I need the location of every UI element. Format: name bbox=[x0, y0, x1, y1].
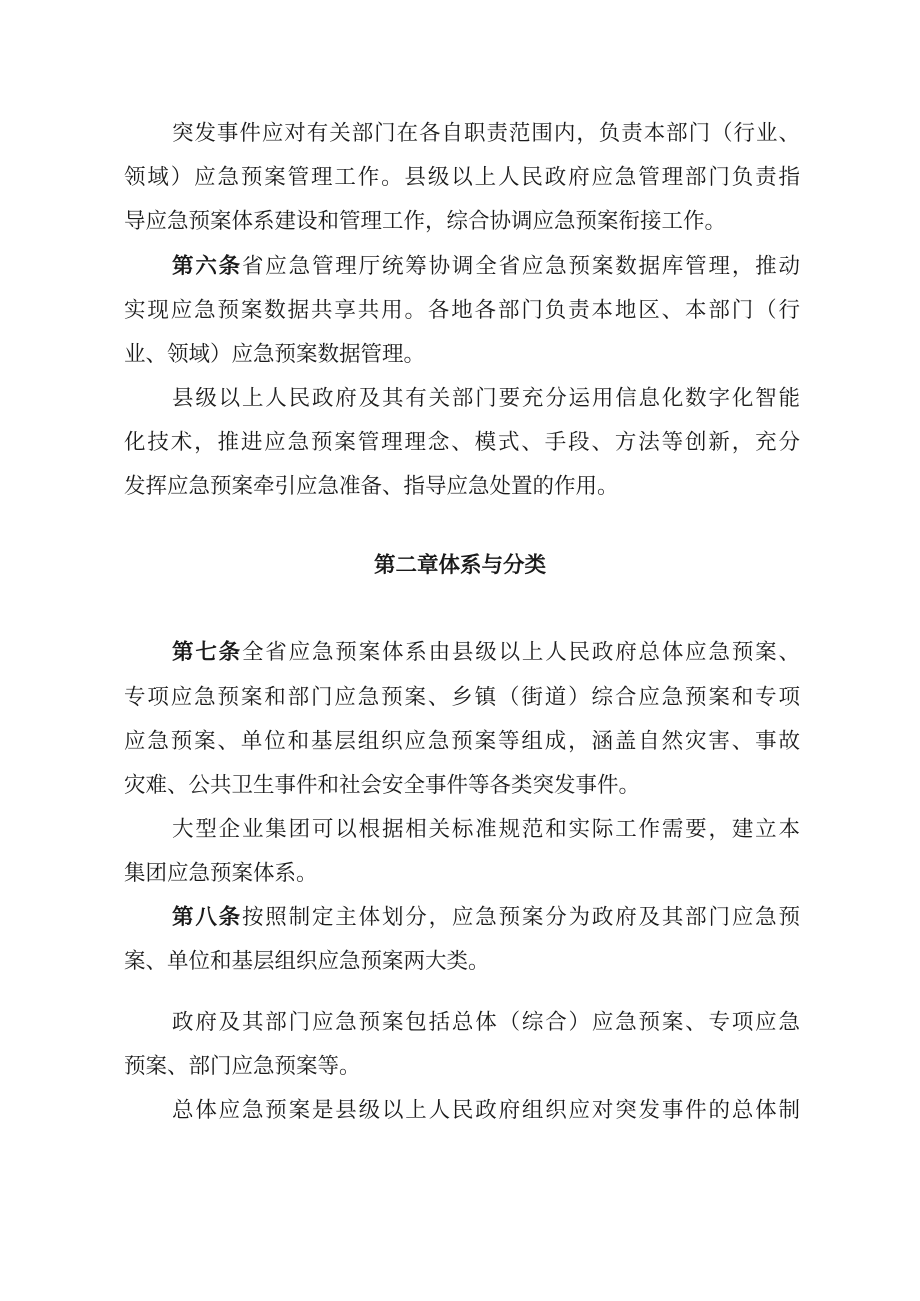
article-8-text: 按照制定主体划分，应急预案分为政府及其部门应急预 bbox=[241, 905, 800, 930]
article-7-line-4: 灾难、公共卫生事件和社会安全事件等各类突发事件。 bbox=[124, 773, 641, 798]
article-8-label: 第八条 bbox=[172, 905, 242, 930]
article-7-line-1 bbox=[172, 638, 800, 668]
paragraph-1-line-2: 领域）应急预案管理工作。县级以上人民政府应急管理部门负责指 bbox=[124, 165, 800, 190]
article-8-line-2: 案、单位和基层组织应急预案两大类。 bbox=[124, 949, 490, 974]
article-6-line-1 bbox=[172, 252, 800, 282]
paragraph-1-line-1: 突发事件应对有关部门在各自职责范围内，负责本部门（行业、 bbox=[172, 121, 800, 146]
enterprise-paragraph-line-2: 集团应急预案体系。 bbox=[124, 861, 318, 886]
article-6-line-2: 实现应急预案数据共享共用。各地各部门负责本地区、本部门（行 bbox=[124, 298, 800, 323]
article-7-text: 全省应急预案体系由县级以上人民政府总体应急预案、 bbox=[241, 640, 800, 665]
paragraph-3-line-3: 发挥应急预案牵引应急准备、指导应急处置的作用。 bbox=[124, 474, 619, 499]
article-8-line-1 bbox=[172, 903, 800, 933]
paragraph-3-line-1: 县级以上人民政府及其有关部门要充分运用信息化数字化智能 bbox=[172, 386, 800, 411]
overall-plan-line-1: 总体应急预案是县级以上人民政府组织应对突发事件的总体制 bbox=[172, 1098, 800, 1123]
article-7-line-2: 专项应急预案和部门应急预案、乡镇（街道）综合应急预案和专项 bbox=[124, 685, 800, 710]
article-6-label: 第六条 bbox=[172, 254, 242, 279]
chapter-title: 第二章体系与分类 bbox=[373, 553, 546, 578]
article-6-line-3: 业、领域）应急预案数据管理。 bbox=[124, 342, 426, 367]
paragraph-1-line-3: 导应急预案体系建设和管理工作，综合协调应急预案衔接工作。 bbox=[124, 209, 727, 234]
article-7-label: 第七条 bbox=[172, 640, 242, 665]
government-plans-line-2: 预案、部门应急预案等。 bbox=[124, 1054, 361, 1079]
enterprise-paragraph-line-1: 大型企业集团可以根据相关标准规范和实际工作需要，建立本 bbox=[172, 817, 800, 842]
government-plans-line-1: 政府及其部门应急预案包括总体（综合）应急预案、专项应急 bbox=[172, 1010, 800, 1035]
article-6-text: 省应急管理厅统筹协调全省应急预案数据库管理，推动 bbox=[241, 254, 800, 279]
article-7-line-3: 应急预案、单位和基层组织应急预案等组成，涵盖自然灾害、事故 bbox=[124, 729, 800, 754]
paragraph-3-line-2: 化技术，推进应急预案管理理念、模式、手段、方法等创新，充分 bbox=[124, 430, 800, 455]
